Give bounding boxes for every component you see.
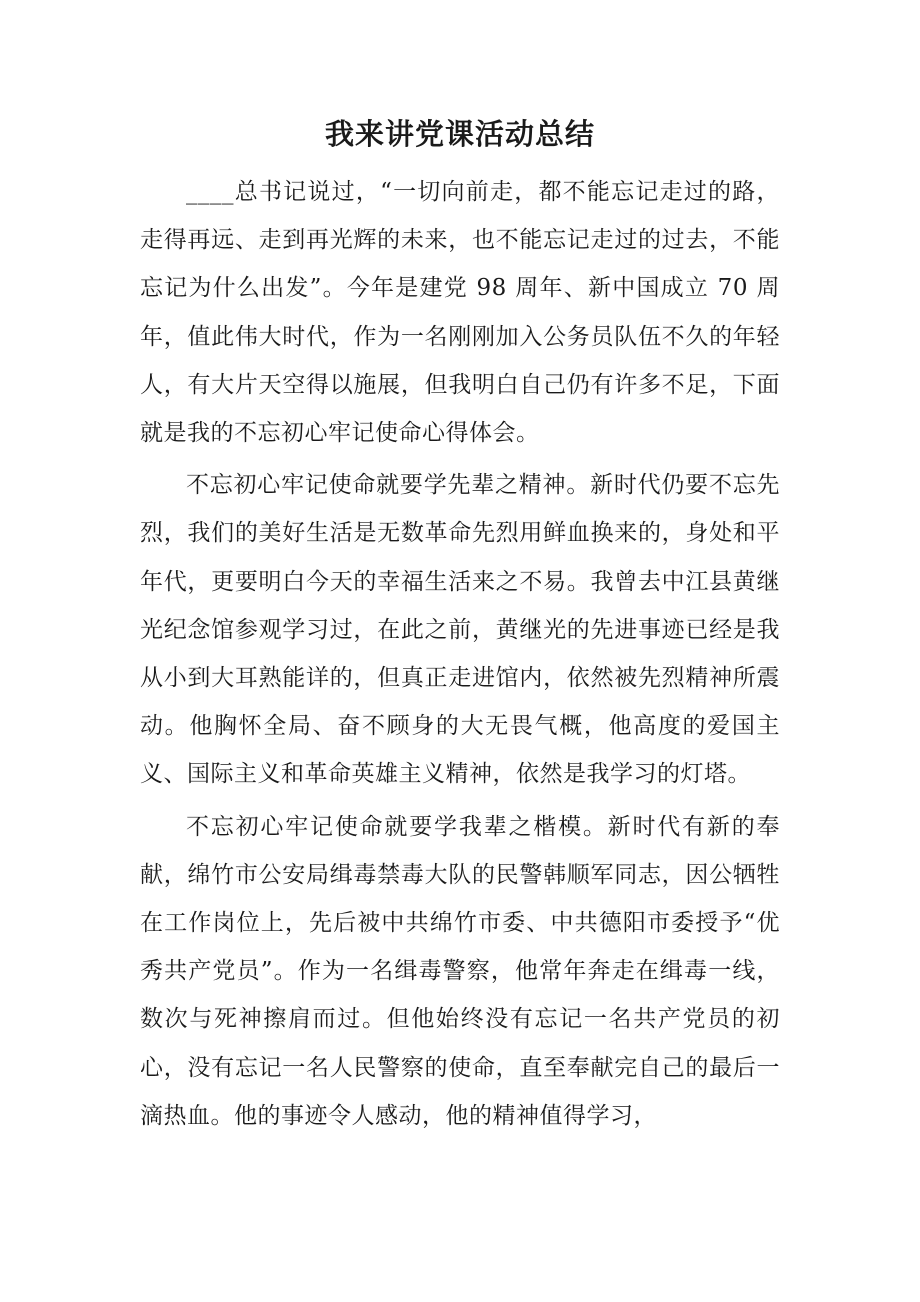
document-body (140, 168, 780, 1140)
paragraph-2: 不忘初心牢记使命就要学先辈之精神。新时代仍要不忘先烈，我们的美好生活是无数革命先烈用鲜血换来的，身处和平年代，更要明白今天的幸福生活来之不易。我曾去中江县黄继光纪念馆参观学习过，在此之前，黄继光的先进事迹已经是我从小到大耳熟能详的，但真正走进馆内，依然被先烈精神所震动。他胸怀全局、奋不顾身的大无畏气概，他高度的爱国主义、国际主义和革命英雄主义精神，依然是我学习的灯塔。 (140, 472, 780, 788)
paragraph-3: 不忘初心牢记使命就要学我辈之楷模。新时代有新的奉献，绵竹市公安局缉毒禁毒大队的民警韩顺军同志，因公牺牲在工作岗位上，先后被中共绵竹市委、中共德阳市委授予“优秀共产党员”。作为一名缉毒警察，他常年奔走在缉毒一线，数次与死神擦肩而过。但他始终没有忘记一名共产党员的初心，没有忘记一名人民警察的使命，直至奉献完自己的最后一滴热血。他的事迹令人感动，他的精神值得学习， (140, 813, 780, 1129)
paragraph-1: ____总书记说过，“一切向前走，都不能忘记走过的路，走得再远、走到再光辉的未来，也不能忘记走过的过去，不能忘记为什么出发”。今年是建党 98 周年、新中国成立 70 周年，值此伟大时代，作为一名刚刚加入公务员队伍不久的年轻人，有大片天空得以施展，但我明白自己仍有许多不足，下面就是我的不忘初心牢记使命心得体会。 (140, 179, 780, 447)
document-title: 我来讲党课活动总结 (324, 117, 595, 151)
